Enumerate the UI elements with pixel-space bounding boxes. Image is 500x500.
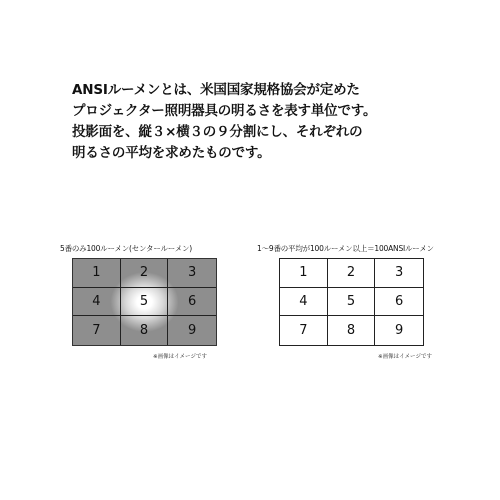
grid-cell-4: 4 xyxy=(73,288,121,317)
intro-line-3: 投影面を、縦３×横３の９分割にし、それぞれの xyxy=(72,124,363,140)
grid-cell-9: 9 xyxy=(188,323,197,339)
ansi-lumen-grid xyxy=(279,258,424,346)
intro-line-4: 明るさの平均を求めたものです。 xyxy=(72,145,271,161)
grid-cell-2: 2 xyxy=(328,259,376,288)
ansi-lumen-caption: 1〜9番の平均が100ルーメン以上＝100ANSIルーメン xyxy=(257,244,434,253)
grid-cell-2: 2 xyxy=(121,259,169,288)
center-lumen-caption: 5番のみ100ルーメン(センタールーメン) xyxy=(60,244,193,253)
right-image-note: ※画像はイメージです xyxy=(378,354,432,360)
grid-cell-8: 8 xyxy=(121,316,169,345)
center-lumen-grid xyxy=(72,258,217,346)
intro-line-2: プロジェクター照明器具の明るさを表す単位です。 xyxy=(72,103,377,119)
grid-cell-6: 6 xyxy=(168,288,216,317)
grid-cell-1: 1 xyxy=(280,259,328,288)
intro-line-1: ANSIルーメンとは、米国国家規格協会が定めた xyxy=(72,82,360,98)
grid-cell-7: 7 xyxy=(280,316,328,345)
grid-cell-3: 3 xyxy=(375,259,423,288)
grid-cell-6: 6 xyxy=(375,288,423,317)
grid-cell-9: 9 xyxy=(395,323,404,339)
grid-cell-4: 4 xyxy=(280,288,328,317)
intro-text xyxy=(72,80,452,164)
left-image-note: ※画像はイメージです xyxy=(153,354,207,360)
grid-cell-1: 1 xyxy=(73,259,121,288)
grid-cell-5: 5 xyxy=(328,288,376,317)
grid-cell-8: 8 xyxy=(328,316,376,345)
grid-cell-5: 5 xyxy=(121,288,169,317)
grid-cell-7: 7 xyxy=(73,316,121,345)
grid-cell-3: 3 xyxy=(168,259,216,288)
